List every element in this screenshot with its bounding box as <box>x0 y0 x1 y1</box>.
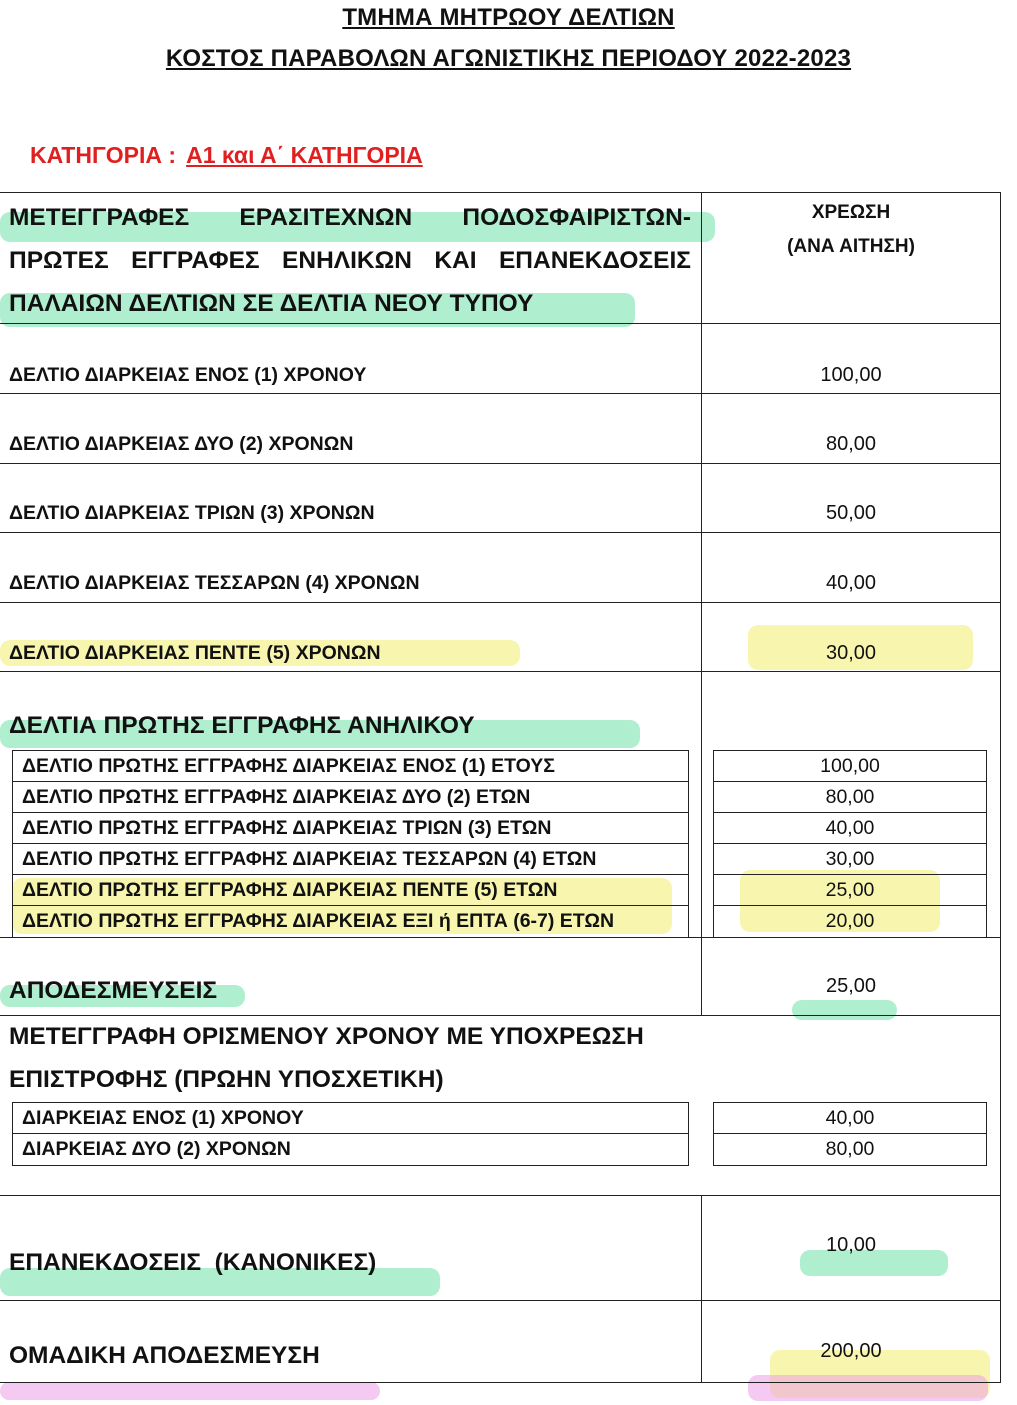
category-label: ΚΑΤΗΓΟΡΙΑ : <box>30 142 177 168</box>
loan-fees-table <box>713 1102 987 1166</box>
minor-card-label: ΔΕΛΤΙΟ ΠΡΩΤΗΣ ΕΓΓΡΑΦΗΣ ΔΙΑΡΚΕΙΑΣ ΤΡΙΩΝ (3) ΕΤΩΝ <box>13 813 688 844</box>
loan-duration-label: ΔΙΑΡΚΕΙΑΣ ΕΝΟΣ (1) ΧΡΟΝΟΥ <box>13 1103 688 1134</box>
row-divider <box>0 1300 1001 1301</box>
minor-section-title: ΔΕΛΤΙΑ ΠΡΩΤΗΣ ΕΓΓΡΑΦΗΣ ΑΝΗΛΙΚΟΥ <box>9 712 475 739</box>
column-divider <box>701 192 702 937</box>
minor-card-label: ΔΕΛΤΙΟ ΠΡΩΤΗΣ ΕΓΓΡΑΦΗΣ ΔΙΑΡΚΕΙΑΣ ΕΝΟΣ (1) ΕΤΟΥΣ <box>13 751 688 782</box>
minor-card-fee: 25,00 <box>714 875 986 906</box>
minor-card-label: ΔΕΛΤΙΟ ΠΡΩΤΗΣ ΕΓΓΡΑΦΗΣ ΔΙΑΡΚΕΙΑΣ ΠΕΝΤΕ (5) ΕΤΩΝ <box>13 875 688 906</box>
category-line <box>30 142 423 169</box>
loan-duration-fee: 80,00 <box>825 1138 875 1160</box>
reissues-fee: 10,00 <box>825 1234 877 1256</box>
minor-card-fee: 40,00 <box>714 813 986 844</box>
reissues-label: ΕΠΑΝΕΚΔΟΣΕΙΣ (ΚΑΝΟΝΙΚΕΣ) <box>9 1249 377 1276</box>
charge-header-line2: (ΑΝΑ ΑΙΤΗΣΗ) <box>787 236 915 257</box>
releases-fee: 25,00 <box>825 975 877 997</box>
minor-card-fee: 80,00 <box>714 782 986 813</box>
charge-header-line1: ΧΡΕΩΣΗ <box>811 202 891 223</box>
group-release-label: ΟΜΑΔΙΚΗ ΑΠΟΔΕΣΜΕΥΣΗ <box>9 1342 320 1369</box>
row-divider <box>0 463 1001 464</box>
minor-card-fee: 100,00 <box>714 751 986 782</box>
minor-card-label: ΔΕΛΤΙΟ ΠΡΩΤΗΣ ΕΓΓΡΑΦΗΣ ΔΙΑΡΚΕΙΑΣ ΔΥΟ (2) ΕΤΩΝ <box>13 782 688 813</box>
document-subtitle: ΚΟΣΤΟΣ ΠΑΡΑΒΟΛΩΝ ΑΓΩΝΙΣΤΙΚΗΣ ΠΕΡΙΟΔΟΥ 2022-2023 <box>165 45 852 72</box>
adult-card-fee: 50,00 <box>825 502 877 524</box>
minor-card-fee: 30,00 <box>714 844 986 875</box>
adult-card-fee: 100,00 <box>820 364 882 386</box>
loan-duration-fee: 40,00 <box>714 1103 986 1134</box>
adult-card-label: ΔΕΛΤΙΟ ΔΙΑΡΚΕΙΑΣ ΠΕΝΤΕ (5) ΧΡΟΝΩΝ <box>9 642 381 664</box>
adult-card-fee: 40,00 <box>825 572 877 594</box>
group-release-fee: 200,00 <box>820 1340 882 1362</box>
category-value: Α1 και Α΄ ΚΑΤΗΓΟΡΙΑ <box>186 142 423 168</box>
highlighter-mark <box>0 1382 380 1400</box>
loan-labels-table <box>12 1102 689 1166</box>
table-header-description: ΜΕΤΕΓΓΡΑΦΕΣ ΕΡΑΣΙΤΕΧΝΩΝ ΠΟΔΟΣΦΑΙΡΙΣΤΩΝ- ΠΡΩΤΕΣ ΕΓΓΡΑΦΕΣ ΕΝΗΛΙΚΩΝ ΚΑΙ ΕΠΑΝΕΚΔΟΣΕΙΣ ΠΑΛΑΙΩΝ ΔΕΛΤΙΩΝ ΣΕ ΔΕΛΤΙΑ ΝΕΟΥ ΤΥΠΟΥ <box>9 204 691 317</box>
loan-duration-label: ΔΙΑΡΚΕΙΑΣ ΔΥΟ (2) ΧΡΟΝΩΝ <box>22 1138 291 1160</box>
adult-card-fee: 30,00 <box>825 642 877 664</box>
releases-label: ΑΠΟΔΕΣΜΕΥΣΕΙΣ <box>9 977 218 1004</box>
row-divider <box>0 602 1001 603</box>
adult-card-label: ΔΕΛΤΙΟ ΔΙΑΡΚΕΙΑΣ ΤΡΙΩΝ (3) ΧΡΟΝΩΝ <box>9 502 375 524</box>
document-title: ΤΜΗΜΑ ΜΗΤΡΩΟΥ ΔΕΛΤΙΩΝ <box>342 4 675 31</box>
minor-labels-table <box>12 750 689 938</box>
row-divider <box>0 1195 1001 1196</box>
minor-card-label: ΔΕΛΤΙΟ ΠΡΩΤΗΣ ΕΓΓΡΑΦΗΣ ΔΙΑΡΚΕΙΑΣ ΤΕΣΣΑΡΩΝ (4) ΕΤΩΝ <box>13 844 688 875</box>
adult-card-label: ΔΕΛΤΙΟ ΔΙΑΡΚΕΙΑΣ ΔΥΟ (2) ΧΡΟΝΩΝ <box>9 433 354 455</box>
adult-card-label: ΔΕΛΤΙΟ ΔΙΑΡΚΕΙΑΣ ΤΕΣΣΑΡΩΝ (4) ΧΡΟΝΩΝ <box>9 572 420 594</box>
minor-fees-table <box>713 750 987 938</box>
adult-card-label: ΔΕΛΤΙΟ ΔΙΑΡΚΕΙΑΣ ΕΝΟΣ (1) ΧΡΟΝΟΥ <box>9 364 367 386</box>
row-divider <box>0 532 1001 533</box>
minor-card-fee: 20,00 <box>825 910 875 932</box>
minor-card-label: ΔΕΛΤΙΟ ΠΡΩΤΗΣ ΕΓΓΡΑΦΗΣ ΔΙΑΡΚΕΙΑΣ ΕΞΙ ή ΕΠΤΑ (6-7) ΕΤΩΝ <box>22 910 615 932</box>
row-divider <box>0 393 1001 394</box>
table-header-charge <box>701 196 1001 264</box>
adult-card-fee: 80,00 <box>825 433 877 455</box>
loan-section-title: ΜΕΤΕΓΓΡΑΦΗ ΟΡΙΣΜΕΝΟΥ ΧΡΟΝΟΥ ΜΕ ΥΠΟΧΡΕΩΣΗ ΕΠΙΣΤΡΟΦΗΣ (ΠΡΩΗΝ ΥΠΟΣΧΕΤΙΚΗ) <box>9 1023 644 1093</box>
row-divider <box>0 671 1001 672</box>
